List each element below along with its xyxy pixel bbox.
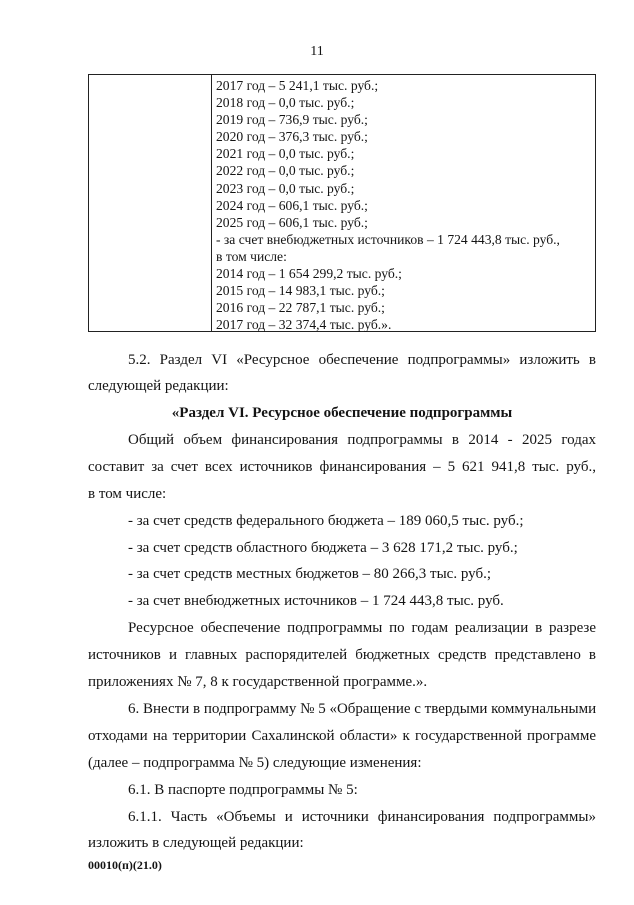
funding-table xyxy=(88,74,596,332)
paragraph-6-1-1-line-2: изложить в следующей редакции: xyxy=(88,835,304,851)
paragraph-6-line-3: (далее – подпрограмма № 5) следующие изменения: xyxy=(88,755,422,771)
paragraph-5-2-line-2: следующей редакции: xyxy=(88,378,229,394)
total-funding-line-2: составит за счет всех источников финансирования – 5 621 941,8 тыс. руб., xyxy=(88,459,596,475)
table-line: 2024 год – 606,1 тыс. руб.; xyxy=(216,197,368,213)
table-line: 2025 год – 606,1 тыс. руб.; xyxy=(216,214,368,230)
table-line: - за счет внебюджетных источников – 1 724 443,8 тыс. руб., xyxy=(216,231,560,247)
funding-item-federal: - за счет средств федерального бюджета – 189 060,5 тыс. руб.; xyxy=(128,513,524,529)
funding-item-extrabudgetary: - за счет внебюджетных источников – 1 724 443,8 тыс. руб. xyxy=(128,593,504,609)
table-line: 2018 год – 0,0 тыс. руб.; xyxy=(216,95,355,111)
funding-item-local: - за счет средств местных бюджетов – 80 266,3 тыс. руб.; xyxy=(128,566,491,582)
section-heading: «Раздел VI. Ресурсное обеспечение подпрограммы xyxy=(171,405,513,421)
page-number: 11 xyxy=(310,44,324,59)
table-right-cell xyxy=(216,77,591,333)
paragraph-6-1: 6.1. В паспорте подпрограммы № 5: xyxy=(128,782,358,798)
funding-item-regional: - за счет средств областного бюджета – 3 628 171,2 тыс. руб.; xyxy=(128,540,518,556)
paragraph-5-2-line-1: 5.2. Раздел VI «Ресурсное обеспечение подпрограммы» изложить в xyxy=(128,352,596,368)
table-line: 2017 год – 5 241,1 тыс. руб.; xyxy=(216,78,379,93)
paragraph-6-1-1-line-1: 6.1.1. Часть «Объемы и источники финансирования подпрограммы» xyxy=(128,809,596,825)
paragraph-6-line-2: отходами на территории Сахалинской области» к государственной программе xyxy=(88,728,596,744)
resource-paragraph-line-1: Ресурсное обеспечение подпрограммы по годам реализации в разрезе xyxy=(128,620,596,636)
table-line: 2021 год – 0,0 тыс. руб.; xyxy=(216,146,355,162)
table-line: 2023 год – 0,0 тыс. руб.; xyxy=(216,180,355,196)
table-line: 2022 год – 0,0 тыс. руб.; xyxy=(216,163,355,179)
table-line: 2017 год – 32 374,4 тыс. руб.». xyxy=(216,317,392,333)
table-line: 2019 год – 736,9 тыс. руб.; xyxy=(216,112,368,128)
total-funding-line-1: Общий объем финансирования подпрограммы в 2014 - 2025 годах xyxy=(128,432,596,448)
table-line: 2020 год – 376,3 тыс. руб.; xyxy=(216,129,368,145)
resource-paragraph-line-3: приложениях № 7, 8 к государственной программе.». xyxy=(88,674,428,690)
table-line: 2015 год – 14 983,1 тыс. руб.; xyxy=(216,283,385,299)
total-funding-line-3: в том числе: xyxy=(88,486,167,502)
table-line: 2016 год – 22 787,1 тыс. руб.; xyxy=(216,300,385,316)
document-code: 00010(п)(21.0) xyxy=(88,858,162,872)
resource-paragraph-line-2: источников и главных распорядителей бюджетных средств представлено в xyxy=(88,647,596,663)
table-line: 2014 год – 1 654 299,2 тыс. руб.; xyxy=(216,266,402,282)
paragraph-6-line-1: 6. Внести в подпрограмму № 5 «Обращение с твердыми коммунальными xyxy=(128,701,597,717)
table-column-divider xyxy=(211,75,212,331)
table-line: в том числе: xyxy=(216,248,287,264)
